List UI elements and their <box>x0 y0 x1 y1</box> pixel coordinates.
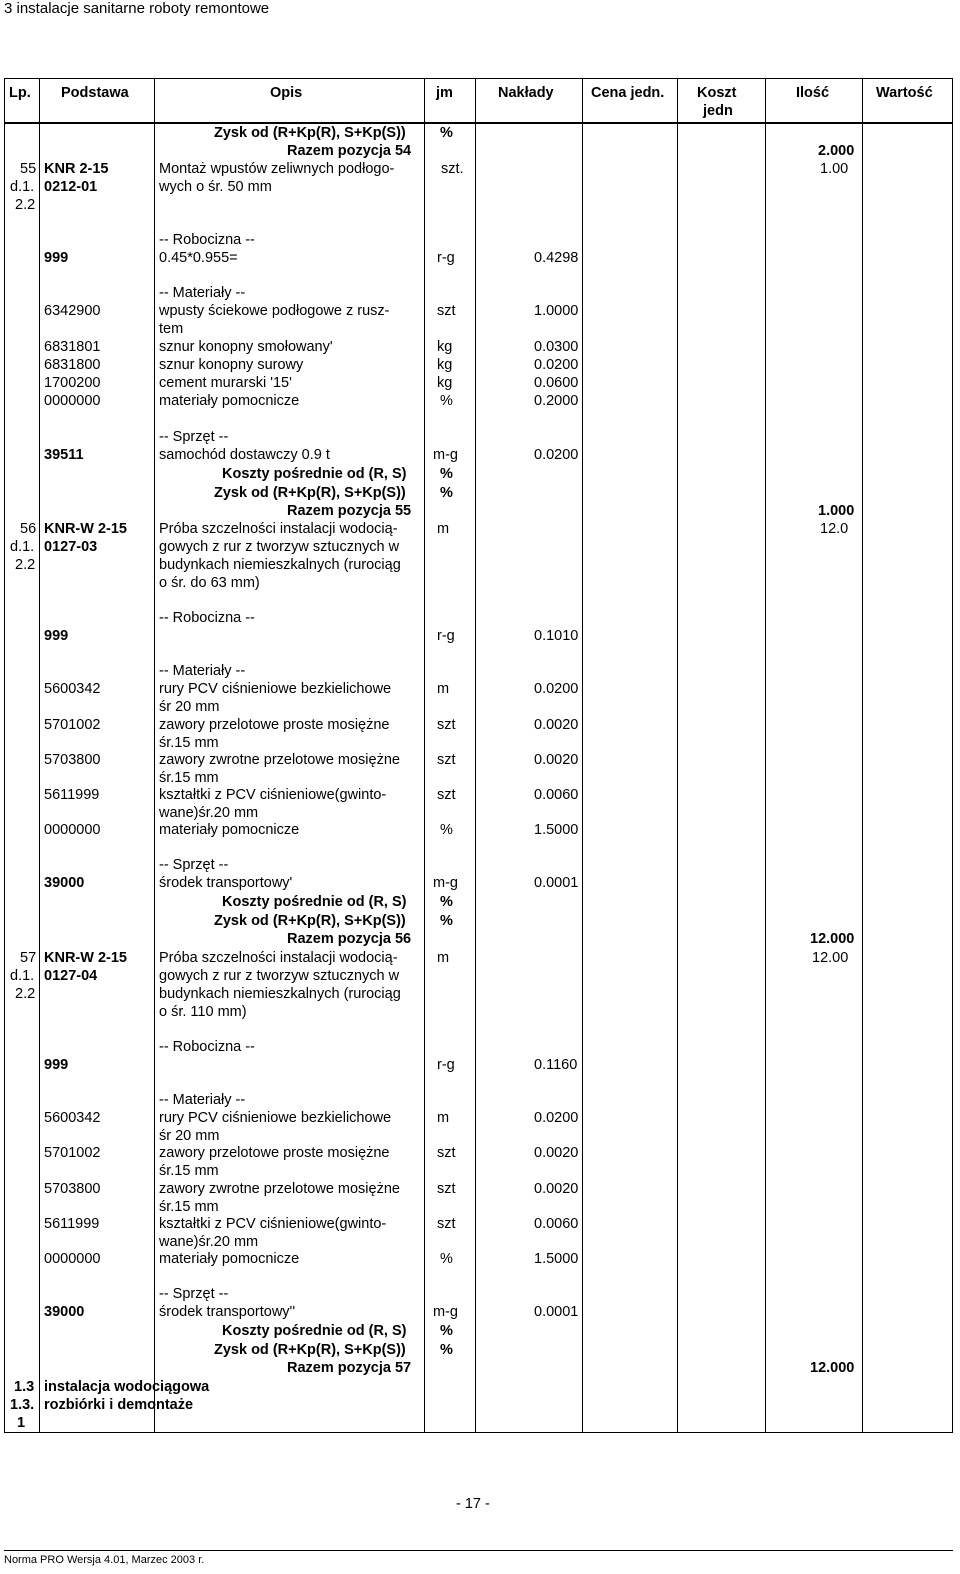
section-number: 1 <box>17 1415 26 1431</box>
podstawa: 0127-03 <box>44 539 98 555</box>
jm: % <box>440 1251 453 1267</box>
opis: gowych z rur z tworzyw sztucznych w <box>159 539 400 555</box>
opis: Próba szczelności instalacji wodocią- <box>159 521 398 537</box>
opis: wane)śr.20 mm <box>159 1234 259 1250</box>
header-jm: jm <box>436 85 453 101</box>
naklady: 0.0020 <box>534 717 579 733</box>
kod: 0000000 <box>44 393 101 409</box>
col-border-jm <box>475 78 476 1433</box>
opis: śr.15 mm <box>159 1199 219 1215</box>
ilosc: 12.00 <box>812 950 849 966</box>
kod: 5600342 <box>44 1110 101 1126</box>
zysk-label: Zysk od (R+Kp(R), S+Kp(S)) <box>214 913 406 929</box>
naklady: 0.4298 <box>534 250 579 266</box>
podstawa: KNR-W 2-15 <box>44 521 127 537</box>
col-border-cena <box>677 78 678 1433</box>
section-label: -- Robocizna -- <box>159 1039 255 1055</box>
kod: 39000 <box>44 875 85 891</box>
col-border-right <box>952 78 953 1433</box>
footer-divider <box>4 1550 953 1551</box>
kod: 39000 <box>44 1304 85 1320</box>
koszty-label: Koszty pośrednie od (R, S) <box>222 466 407 482</box>
col-border-koszt <box>765 78 766 1433</box>
section-title: instalacja wodociągowa <box>44 1379 210 1395</box>
jm: szt <box>437 1145 456 1161</box>
opis: zawory przelotowe proste mosiężne <box>159 717 390 733</box>
naklady: 1.5000 <box>534 822 579 838</box>
jm: kg <box>437 375 453 391</box>
razem-label: Razem pozycja 54 <box>287 143 412 159</box>
kod: 1700200 <box>44 375 101 391</box>
opis: zawory zwrotne przelotowe mosiężne <box>159 1181 400 1197</box>
col-border-naklady <box>582 78 583 1433</box>
opis: tem <box>159 321 184 337</box>
naklady: 0.0020 <box>534 752 579 768</box>
section-label: -- Materiały -- <box>159 285 246 301</box>
section-label: -- Robocizna -- <box>159 610 255 626</box>
section-title: rozbiórki i demontaże <box>44 1397 194 1413</box>
lp: d.1. <box>10 968 35 984</box>
header-koszt: Koszt <box>697 85 737 101</box>
header-bottom-border <box>4 122 953 124</box>
jm: kg <box>437 339 453 355</box>
zysk-label: Zysk od (R+Kp(R), S+Kp(S)) <box>214 485 406 501</box>
opis: środek transportowy'' <box>159 1304 296 1320</box>
header-cena: Cena jedn. <box>591 85 665 101</box>
opis: śr 20 mm <box>159 699 220 715</box>
opis: kształtki z PCV ciśnieniowe(gwinto- <box>159 1216 387 1232</box>
jm: szt <box>437 787 456 803</box>
razem-value: 12.000 <box>810 1360 855 1376</box>
opis: materiały pomocnicze <box>159 1251 300 1267</box>
header-podstawa: Podstawa <box>61 85 129 101</box>
opis: śr.15 mm <box>159 770 219 786</box>
razem-label: Razem pozycja 56 <box>287 931 412 947</box>
col-border-lp <box>39 78 40 1433</box>
jm: m <box>437 681 450 697</box>
opis: zawory przelotowe proste mosiężne <box>159 1145 390 1161</box>
col-border-left <box>4 78 5 1433</box>
jm: m <box>437 1110 450 1126</box>
jm: szt <box>437 303 456 319</box>
section-number: 1.3 <box>14 1379 35 1395</box>
col-border-ilosc <box>862 78 863 1433</box>
opis: śr 20 mm <box>159 1128 220 1144</box>
naklady: 0.0001 <box>534 1304 579 1320</box>
naklady: 0.0020 <box>534 1145 579 1161</box>
opis: o śr. 110 mm) <box>159 1004 247 1020</box>
opis: Próba szczelności instalacji wodocią- <box>159 950 398 966</box>
jm: % <box>440 393 453 409</box>
zysk-label: Zysk od (R+Kp(R), S+Kp(S)) <box>214 1342 406 1358</box>
jm: szt <box>437 717 456 733</box>
jm: m <box>437 521 450 537</box>
opis: budynkach niemieszkalnych (rurociąg <box>159 986 401 1002</box>
naklady: 0.0020 <box>534 1181 579 1197</box>
opis: rury PCV ciśnieniowe bezkielichowe <box>159 1110 392 1126</box>
naklady: 0.0001 <box>534 875 579 891</box>
lp: d.1. <box>10 179 35 195</box>
kod: 6342900 <box>44 303 101 319</box>
opis: śr.15 mm <box>159 1163 219 1179</box>
lp: 56 <box>20 521 37 537</box>
koszty-pct: % <box>440 1323 453 1339</box>
opis: samochód dostawczy 0.9 t <box>159 447 330 463</box>
kod: 999 <box>44 628 69 644</box>
jm: szt. <box>441 161 464 177</box>
razem-value: 1.000 <box>818 503 855 519</box>
header-naklady: Nakłady <box>498 85 554 101</box>
opis: wane)śr.20 mm <box>159 805 259 821</box>
opis: wpusty ściekowe podłogowe z rusz- <box>159 303 390 319</box>
opis: sznur konopny smołowany' <box>159 339 333 355</box>
section-number: 1.3. <box>10 1397 35 1413</box>
kod: 5701002 <box>44 1145 101 1161</box>
kod: 5600342 <box>44 681 101 697</box>
jm: m-g <box>433 875 458 891</box>
kod: 999 <box>44 1057 69 1073</box>
section-label: -- Materiały -- <box>159 663 246 679</box>
kod: 5611999 <box>44 787 100 803</box>
naklady: 1.5000 <box>534 1251 579 1267</box>
jm: m-g <box>433 1304 458 1320</box>
opis: rury PCV ciśnieniowe bezkielichowe <box>159 681 392 697</box>
kod: 5703800 <box>44 1181 101 1197</box>
zysk-pct: % <box>440 125 453 141</box>
opis: środek transportowy' <box>159 875 293 891</box>
table-top-border <box>4 78 953 79</box>
section-label: -- Materiały -- <box>159 1092 246 1108</box>
ilosc: 12.0 <box>820 521 849 537</box>
opis: śr.15 mm <box>159 735 219 751</box>
naklady: 0.0060 <box>534 787 579 803</box>
podstawa: 0212-01 <box>44 179 98 195</box>
jm: kg <box>437 357 453 373</box>
opis: kształtki z PCV ciśnieniowe(gwinto- <box>159 787 387 803</box>
lp: d.1. <box>10 539 35 555</box>
header-koszt-jedn: jedn <box>703 103 733 119</box>
opis: Montaż wpustów zeliwnych podłogo- <box>159 161 395 177</box>
section-label: -- Sprzęt -- <box>159 857 229 873</box>
jm: szt <box>437 752 456 768</box>
lp: 57 <box>20 950 37 966</box>
opis: budynkach niemieszkalnych (rurociąg <box>159 557 401 573</box>
header-lp: Lp. <box>9 85 31 101</box>
podstawa: KNR 2-15 <box>44 161 109 177</box>
ilosc: 1.00 <box>820 161 849 177</box>
lp: 55 <box>20 161 37 177</box>
lp: 2.2 <box>15 986 36 1002</box>
naklady: 0.0300 <box>534 339 579 355</box>
col-border-opis <box>424 78 425 1433</box>
jm: m <box>437 950 450 966</box>
zysk-pct: % <box>440 485 453 501</box>
kod: 5701002 <box>44 717 101 733</box>
jm: % <box>440 822 453 838</box>
jm: m-g <box>433 447 458 463</box>
kod: 5703800 <box>44 752 101 768</box>
koszty-pct: % <box>440 894 453 910</box>
naklady: 0.2000 <box>534 393 579 409</box>
kod: 0000000 <box>44 1251 101 1267</box>
lp: 2.2 <box>15 557 36 573</box>
koszty-label: Koszty pośrednie od (R, S) <box>222 1323 407 1339</box>
opis: sznur konopny surowy <box>159 357 304 373</box>
jm: r-g <box>437 628 455 644</box>
section-label: -- Sprzęt -- <box>159 1286 229 1302</box>
naklady: 0.1010 <box>534 628 579 644</box>
razem-label: Razem pozycja 57 <box>287 1360 412 1376</box>
jm: r-g <box>437 250 455 266</box>
col-border-podstawa <box>154 78 155 1433</box>
zysk-label: Zysk od (R+Kp(R), S+Kp(S)) <box>214 125 406 141</box>
footer-text: Norma PRO Wersja 4.01, Marzec 2003 r. <box>4 1554 205 1566</box>
koszty-label: Koszty pośrednie od (R, S) <box>222 894 407 910</box>
kod: 6831801 <box>44 339 101 355</box>
razem-value: 2.000 <box>818 143 855 159</box>
opis: materiały pomocnicze <box>159 822 300 838</box>
podstawa: 0127-04 <box>44 968 98 984</box>
opis: wych o śr. 50 mm <box>159 179 272 195</box>
naklady: 0.0200 <box>534 357 579 373</box>
razem-label: Razem pozycja 55 <box>287 503 412 519</box>
zysk-pct: % <box>440 913 453 929</box>
naklady: 0.0600 <box>534 375 579 391</box>
naklady: 0.0200 <box>534 1110 579 1126</box>
opis: 0.45*0.955= <box>159 250 238 266</box>
section-label: -- Sprzęt -- <box>159 429 229 445</box>
page-title: 3 instalacje sanitarne roboty remontowe <box>4 0 270 17</box>
section-label: -- Robocizna -- <box>159 232 255 248</box>
jm: szt <box>437 1216 456 1232</box>
zysk-pct: % <box>440 1342 453 1358</box>
kod: 999 <box>44 250 69 266</box>
lp: 2.2 <box>15 197 36 213</box>
page-number: - 17 - <box>456 1496 490 1512</box>
jm: szt <box>437 1181 456 1197</box>
koszty-pct: % <box>440 466 453 482</box>
kod: 6831800 <box>44 357 101 373</box>
naklady: 0.1160 <box>534 1057 578 1073</box>
kod: 39511 <box>44 447 84 463</box>
naklady: 0.0060 <box>534 1216 579 1232</box>
kod: 5611999 <box>44 1216 100 1232</box>
podstawa: KNR-W 2-15 <box>44 950 127 966</box>
jm: r-g <box>437 1057 455 1073</box>
naklady: 0.0200 <box>534 681 579 697</box>
opis: cement murarski '15' <box>159 375 292 391</box>
header-opis: Opis <box>270 85 303 101</box>
kod: 0000000 <box>44 822 101 838</box>
header-wartosc: Wartość <box>876 85 933 101</box>
naklady: 0.0200 <box>534 447 579 463</box>
header-ilosc: Ilość <box>796 85 830 101</box>
opis: o śr. do 63 mm) <box>159 575 260 591</box>
opis: zawory zwrotne przelotowe mosiężne <box>159 752 400 768</box>
razem-value: 12.000 <box>810 931 855 947</box>
naklady: 1.0000 <box>534 303 579 319</box>
opis: materiały pomocnicze <box>159 393 300 409</box>
table-bottom-border <box>4 1432 953 1433</box>
opis: gowych z rur z tworzyw sztucznych w <box>159 968 400 984</box>
